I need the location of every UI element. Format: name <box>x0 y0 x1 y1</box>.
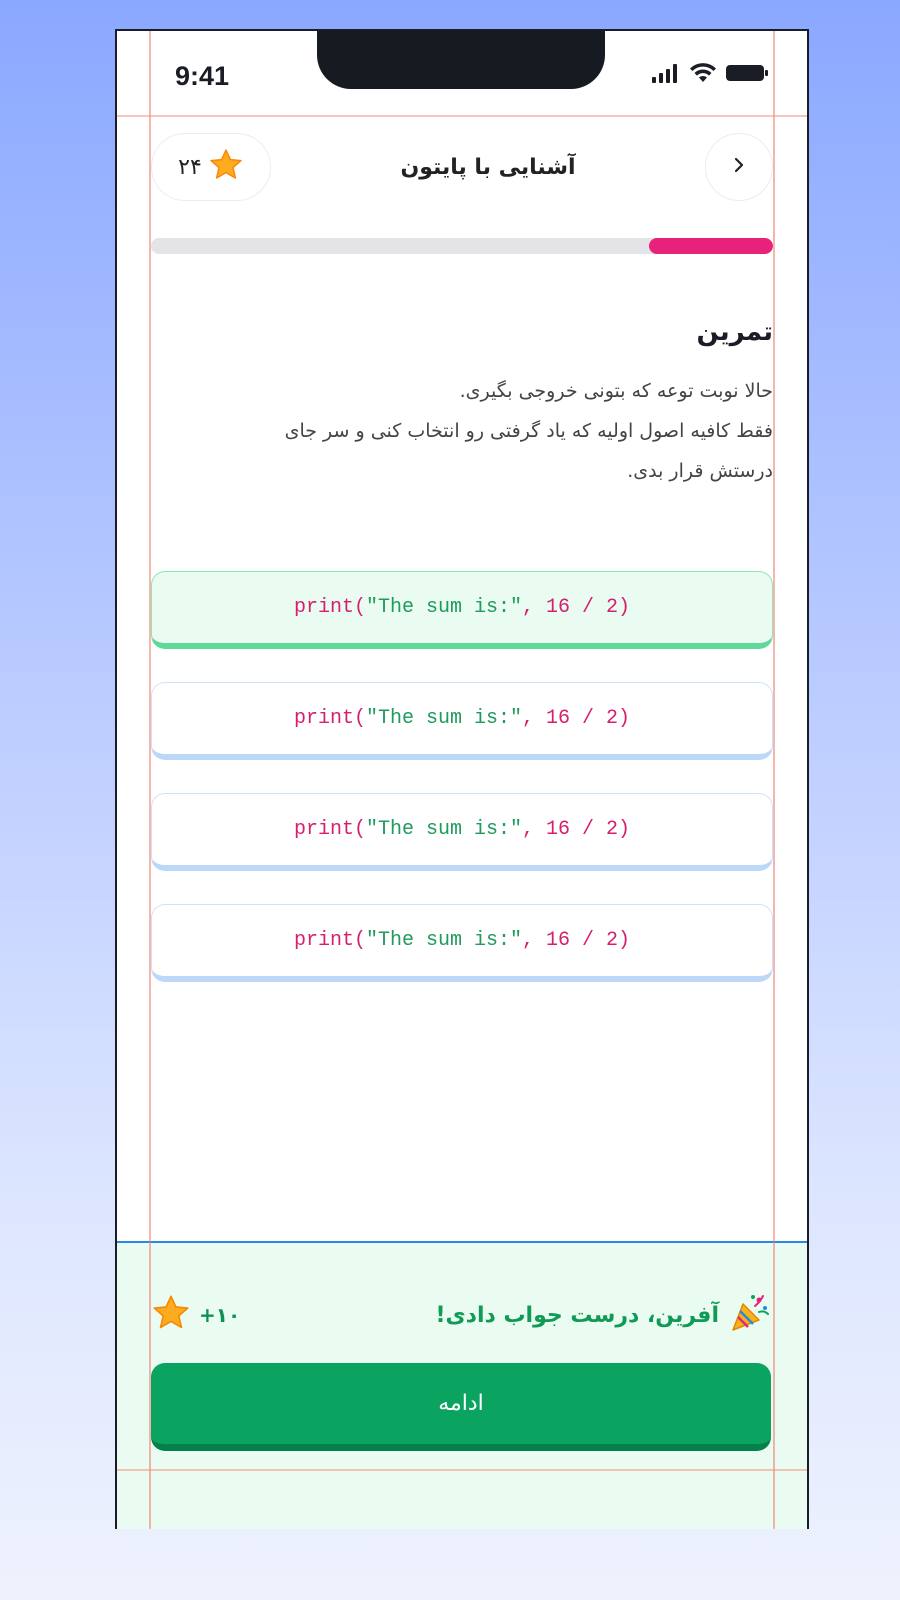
star-icon <box>208 147 244 187</box>
instruction-line: حالا نوبت توعه که بتونی خروجی بگیری. <box>459 380 773 402</box>
answer-options <box>151 571 773 1015</box>
lesson-header <box>151 133 773 201</box>
stars-count: ۲۴ <box>178 154 202 180</box>
answer-option[interactable] <box>151 904 773 982</box>
device-notch <box>317 29 605 89</box>
code-function: print <box>293 929 354 952</box>
wifi-icon <box>689 63 717 87</box>
code-paren: ( <box>353 818 366 841</box>
chevron-right-icon <box>731 157 747 177</box>
instruction-line: فقط کافیه اصول اولیه که یاد گرفتی رو انتخاب کنی و سر جای <box>284 420 773 442</box>
stars-counter <box>151 133 271 201</box>
layout-guide-line <box>149 31 151 1529</box>
code-string: "The sum is:" <box>365 596 523 619</box>
instruction-line: درستش قرار بدی. <box>627 460 773 482</box>
feedback-row <box>151 1293 771 1337</box>
lesson-progress-bar <box>151 238 773 254</box>
reward-badge <box>151 1293 240 1337</box>
code-args: , 16 / 2) <box>522 596 631 619</box>
code-paren: ( <box>353 596 366 619</box>
reward-points: +۱۰ <box>199 1303 241 1327</box>
code-args: , 16 / 2) <box>522 707 631 730</box>
status-icons <box>651 63 769 87</box>
answer-option[interactable] <box>151 793 773 871</box>
code-paren: ( <box>353 929 366 952</box>
feedback-message <box>435 1292 771 1338</box>
code-string: "The sum is:" <box>365 707 523 730</box>
layout-guide-line <box>773 31 775 1529</box>
phone-screen <box>115 29 809 1529</box>
answer-option[interactable] <box>151 682 773 760</box>
code-function: print <box>293 596 354 619</box>
progress-fill <box>649 238 773 254</box>
code-args: , 16 / 2) <box>522 929 631 952</box>
back-button[interactable] <box>705 133 773 201</box>
lesson-title: آشنایی با پایتون <box>400 154 576 180</box>
code-function: print <box>293 818 354 841</box>
code-string: "The sum is:" <box>365 818 523 841</box>
continue-button[interactable]: ادامه <box>151 1363 771 1451</box>
correct-answer-panel <box>115 1241 809 1529</box>
party-popper-icon <box>729 1292 771 1338</box>
code-args: , 16 / 2) <box>522 818 631 841</box>
code-paren: ( <box>353 707 366 730</box>
code-function: print <box>293 707 354 730</box>
layout-guide-line <box>117 115 807 117</box>
status-time: 9:41 <box>175 61 230 91</box>
signal-icon <box>651 63 681 87</box>
feedback-text: آفرین، درست جواب دادی! <box>435 1302 719 1328</box>
battery-icon <box>725 63 769 87</box>
code-string: "The sum is:" <box>365 929 523 952</box>
exercise-instructions <box>193 371 773 491</box>
answer-option-correct[interactable] <box>151 571 773 649</box>
layout-guide-line <box>117 1469 807 1471</box>
star-icon <box>151 1293 191 1337</box>
exercise-title: تمرین <box>696 317 773 347</box>
